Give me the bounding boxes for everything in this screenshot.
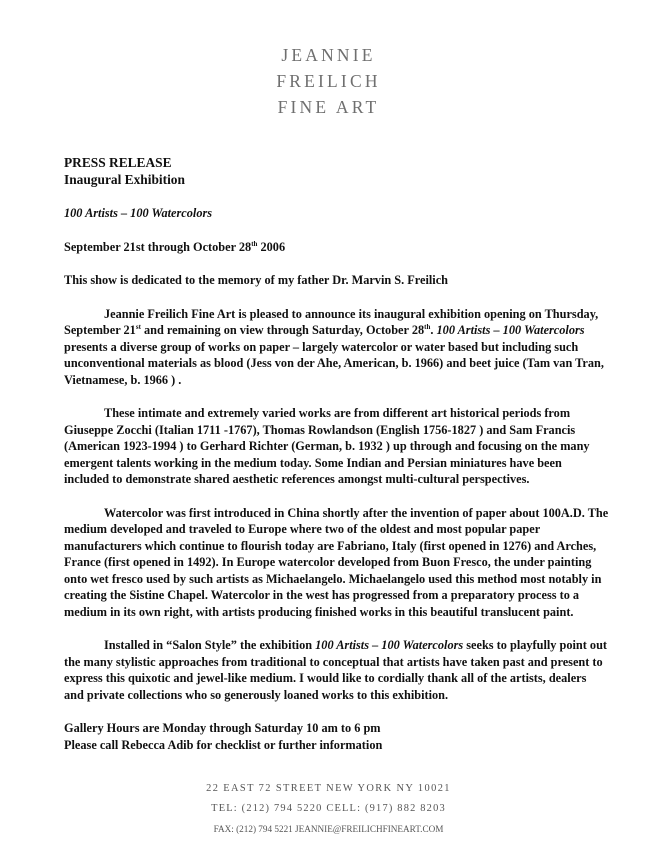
letterhead-footer bbox=[0, 779, 657, 840]
p1-italic-title: 100 Artists – 100 Watercolors bbox=[436, 323, 585, 337]
dedication: This show is dedicated to the memory of my father Dr. Marvin S. Freilich bbox=[64, 273, 449, 287]
logo-line-jeannie: JEANNIE bbox=[281, 45, 376, 65]
exhibition-title: 100 Artists – 100 Watercolors bbox=[64, 206, 213, 220]
press-release-title: PRESS RELEASE bbox=[64, 155, 172, 170]
paragraph-history: Watercolor was first introduced in China shortly after the invention of paper about 100A.D. The medium developed and traveled to Europe where two of the oldest and most popular paper manufacturers which continue to flourish today are Fabriano, Italy (first opened in 1276) and Arches, France (first opened in 1492). In Europe watercolor developed from Buon Fresco, the under painting onto wet fresco used by such artists as Michaelangelo. Michaelangelo used this method most notably in creating the Sistine Chapel. Watercolor in the west has progressed from a preparatory process to a medium in its own right, with artists producing finished works in this beautiful translucent paint. bbox=[64, 505, 609, 619]
logo-line-fine-art: FINE ART bbox=[277, 97, 380, 117]
p4-text-1: Installed in “Salon Style” the exhibition bbox=[104, 638, 316, 652]
contact-line: Please call Rebecca Adib for checklist or further information bbox=[64, 737, 383, 752]
p4-text-2: seeks to playfully point out the many stylistic approaches from traditional to conceptual that artists have taken past and present to express this quixotic and jewel-like medium. I would like to cordially thank all of the artists, dealers and private collections who so generously loaned works to this exhibition. bbox=[64, 638, 608, 702]
dates-sup: th bbox=[251, 239, 258, 248]
press-release-subtitle: Inaugural Exhibition bbox=[64, 172, 185, 187]
footer-fax-email: FAX: (212) 794 5221 JEANNIE@FREILICHFINEART.COM bbox=[213, 824, 444, 834]
dates-text-1: September 21st through October 28 bbox=[64, 239, 252, 254]
p1-text-4: presents a diverse group of works on paper – largely watercolor or water based but including such unconventional materials as blood (Jess von der Ahe, American, b. 1966) and beet juice (Tam van Tran, Vietnamese, b. 1966 ) . bbox=[64, 339, 604, 387]
exhibition-dates bbox=[64, 239, 609, 256]
logo-line-freilich: FREILICH bbox=[276, 71, 381, 91]
p4-italic-title: 100 Artists – 100 Watercolors bbox=[315, 638, 464, 652]
paragraph-announcement bbox=[64, 306, 609, 389]
p1-text-1: Jeannie Freilich Fine Art is pleased to announce its inaugural exhibition opening on Thursday, September 21 bbox=[64, 306, 599, 337]
letterhead-logo bbox=[0, 42, 657, 120]
footer-address: 22 EAST 72 STREET NEW YORK NY 10021 bbox=[206, 783, 451, 794]
p1-sup-2: th bbox=[424, 323, 431, 331]
paragraph-periods: These intimate and extremely varied works are from different art historical periods from Giuseppe Zocchi (Italian 1711 -1767), Thomas Rowlandson (English 1756-1827 ) and Sam Francis (American 1923-1994 ) to Gerhard Richter (German, b. 1932 ) up through and focusing on the many emergent talents working in the medium today. Some Indian and Persian miniatures have been included to demonstrate shared aesthetic references amongst multi-cultural perspectives. bbox=[64, 406, 590, 486]
p1-text-2: and remaining on view through Saturday, October 28 bbox=[140, 323, 425, 337]
dates-text-2: 2006 bbox=[257, 239, 286, 254]
footer-phones: TEL: (212) 794 5220 CELL: (917) 882 8203 bbox=[211, 803, 446, 814]
p1-sup-1: st bbox=[135, 323, 141, 331]
gallery-hours: Gallery Hours are Monday through Saturday 10 am to 6 pm bbox=[64, 721, 381, 735]
press-release-body bbox=[64, 154, 609, 753]
paragraph-installation bbox=[64, 637, 609, 703]
p1-text-3: . bbox=[430, 323, 437, 337]
